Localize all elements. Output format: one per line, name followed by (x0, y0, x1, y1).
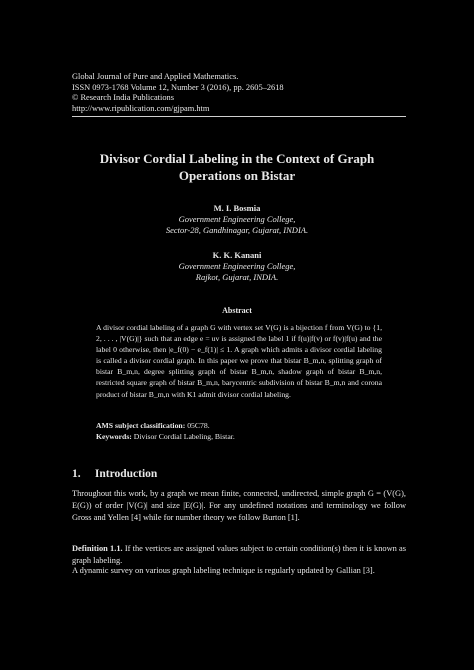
classification-block (96, 420, 382, 442)
author-affiliation: Government Engineering College, (178, 214, 296, 224)
header-rule (72, 116, 406, 117)
section-heading (72, 468, 157, 480)
keywords-label: Keywords: (96, 432, 132, 441)
paper-title (60, 150, 414, 184)
section-number: 1. (72, 468, 81, 480)
title-line-2: Operations on Bistar (178, 168, 296, 183)
definition-paragraph (72, 543, 406, 567)
title-line-1: Divisor Cordial Labeling in the Context of Graph (99, 151, 375, 166)
journal-publisher: © Research India Publications (72, 93, 174, 103)
journal-url[interactable]: http://www.ripublication.com/gjpam.htm (72, 103, 210, 113)
author-address: Sector-28, Gandhinagar, Gujarat, INDIA. (165, 225, 309, 235)
journal-header (72, 72, 406, 114)
definition-label: Definition 1.1. (72, 544, 123, 553)
author-block-2 (60, 250, 414, 283)
journal-name: Global Journal of Pure and Applied Mathematics. (72, 72, 239, 81)
author-affiliation: Government Engineering College, (178, 261, 296, 271)
author-name: M. I. Bosmia (213, 203, 261, 213)
abstract-heading: Abstract (222, 306, 252, 315)
author-address: Rajkot, Gujarat, INDIA. (195, 272, 279, 282)
ams-line (96, 420, 382, 431)
section-title: Introduction (94, 468, 158, 480)
survey-paragraph: A dynamic survey on various graph labeling technique is regularly updated by Gallian [3]. (72, 566, 375, 575)
intro-paragraph: Throughout this work, by a graph we mean finite, connected, undirected, simple graph G = (V(G), E(G)) of order |V(G)| and size |E(G)|. For any undefined notations and terminology we follow Gross and Yellen [4] while for number theory we follow Burton [1]. (72, 489, 406, 522)
definition-text: If the vertices are assigned values subject to certain condition(s) then it is known as graph labeling. (72, 544, 407, 565)
journal-issn: ISSN 0973-1768 Volume 12, Number 3 (2016), pp. 2605–2618 (72, 82, 284, 92)
author-block-1 (60, 203, 414, 236)
ams-value: 05C78. (187, 421, 210, 430)
keywords-line (96, 431, 382, 442)
ams-label: AMS subject classification: (96, 421, 186, 430)
abstract-text: A divisor cordial labeling of a graph G with vertex set V(G) is a bijection f from V(G) to {1, 2, . . . , |V(G)|} such that an edge e = uv is assigned the label 1 if f(u)|f(v) or f(v)|f(u) and the label 0 otherwise, then |e_f(0) − e_f(1)| ≤ 1. A graph which admits a divisor cordial labeling is called a divisor cordial graph. In this paper we prove that bistar B_m,n, splitting graph of bistar B_m,n, degree splitting graph of bistar B_m,n, shadow graph of bistar B_m,n, restricted square graph of bistar B_m,n, barycentric subdivision of bistar B_m,n and corona product of bistar B_m,n with K1 admit divisor cordial labeling. (96, 323, 382, 399)
author-name: K. K. Kanani (212, 250, 262, 260)
keywords-value: Divisor Cordial Labeling, Bistar. (133, 432, 235, 441)
